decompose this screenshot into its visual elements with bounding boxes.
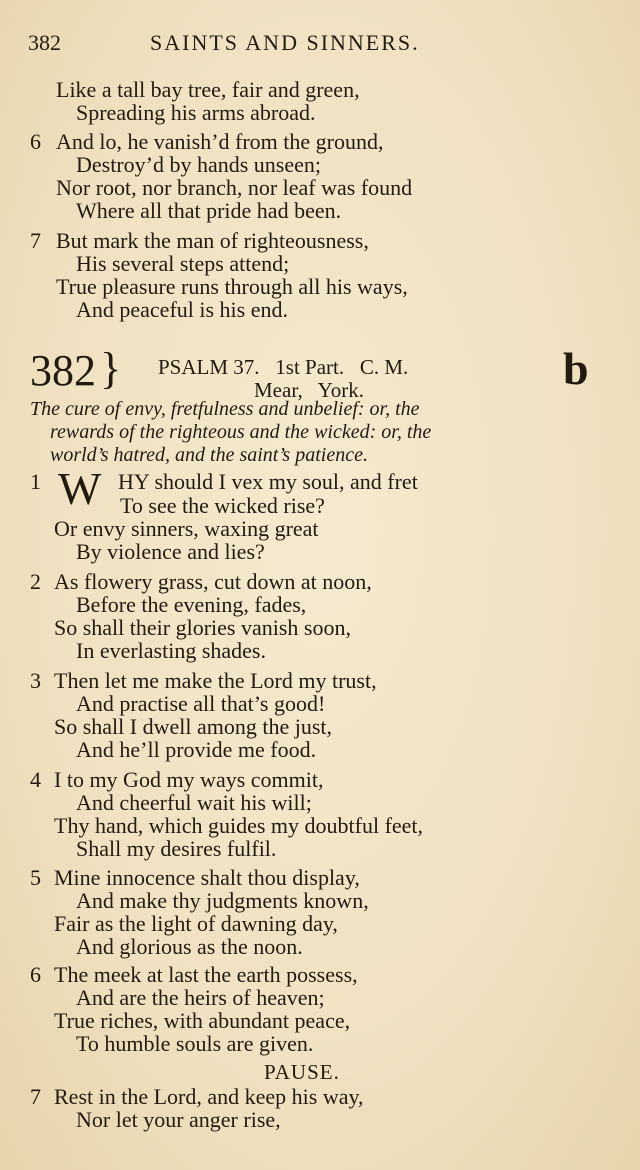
verse-line: Like a tall bay tree, fair and green, (56, 77, 360, 102)
verse-line: But mark the man of righteousness, (56, 228, 369, 253)
stanza-number: 4 (30, 767, 41, 792)
verse-line: HY should I vex my soul, and fret (118, 469, 418, 494)
verse-line: True pleasure runs through all his ways, (56, 274, 408, 299)
verse-line: Rest in the Lord, and keep his way, (54, 1084, 364, 1109)
verse-line: As flowery grass, cut down at noon, (54, 569, 372, 594)
page-header (0, 30, 640, 62)
stanza-number: 7 (30, 1084, 41, 1109)
verse-line: So shall their glories vanish soon, (54, 615, 351, 640)
psalm-title: PSALM 37. 1st Part. C. M. (158, 355, 409, 379)
verse-line: Where all that pride had been. (76, 198, 342, 223)
verse-line: To humble souls are given. (76, 1031, 314, 1056)
page-number: 382 (28, 30, 61, 55)
verse-line: Thy hand, which guides my doubtful feet, (54, 813, 424, 838)
verse-line: Before the evening, fades, (76, 592, 307, 617)
verse-line: Shall my desires fulfil. (76, 836, 277, 861)
verse-line: To see the wicked rise? (120, 493, 325, 518)
drop-cap: W (58, 463, 102, 514)
hymn-brace: } (100, 344, 122, 393)
pause-marker: PAUSE. (264, 1060, 340, 1084)
verse-line: And peaceful is his end. (76, 297, 288, 322)
verse-line: And practise all that’s good! (76, 691, 326, 716)
verse-line: His several steps attend; (76, 251, 290, 276)
verse-line: Mine innocence shalt thou display, (54, 865, 360, 890)
stanza-number: 6 (30, 962, 41, 987)
verse-line: I to my God my ways commit, (54, 767, 324, 792)
verse-line: Nor root, nor branch, nor leaf was found (56, 175, 413, 200)
hymn-tag-letter: b (563, 343, 589, 394)
verse-line: Or envy sinners, waxing great (54, 516, 319, 541)
verse-line: And make thy judgments known, (76, 888, 369, 913)
verse-line: And glorious as the noon. (76, 934, 303, 959)
hymn-subject: The cure of envy, fretfulness and unbelief: or, the (30, 398, 420, 420)
stanza-number: 6 (30, 129, 41, 154)
verse-line: Destroy’d by hands unseen; (76, 152, 322, 177)
hymn-subject: world’s hatred, and the saint’s patience. (50, 444, 368, 466)
verse-line: True riches, with abundant peace, (54, 1008, 351, 1033)
verse-line: And are the heirs of heaven; (76, 985, 325, 1010)
verse-line: Spreading his arms abroad. (76, 100, 316, 125)
running-title: SAINTS AND SINNERS. (150, 30, 420, 55)
verse-line: Fair as the light of dawning day, (54, 911, 338, 936)
verse-line: Then let me make the Lord my trust, (54, 668, 377, 693)
hymn-number: 382 (30, 346, 96, 395)
verse-line: And cheerful wait his will; (76, 790, 312, 815)
hymn-subject: rewards of the righteous and the wicked: or, the (50, 421, 432, 443)
verse-line: And lo, he vanish’d from the ground, (56, 129, 384, 154)
stanza-number: 1 (30, 469, 41, 494)
verse-line: By violence and lies? (76, 539, 265, 564)
verse-line: So shall I dwell among the just, (54, 714, 333, 739)
stanza-number: 2 (30, 569, 41, 594)
stanza-number: 5 (30, 865, 41, 890)
stanza-number: 7 (30, 228, 41, 253)
tune-names: Mear, York. (254, 378, 364, 402)
verse-line: The meek at last the earth possess, (54, 962, 358, 987)
verse-line: And he’ll provide me food. (76, 737, 317, 762)
verse-line: In everlasting shades. (76, 638, 266, 663)
stanza-number: 3 (30, 668, 41, 693)
verse-line: Nor let your anger rise, (76, 1107, 281, 1132)
